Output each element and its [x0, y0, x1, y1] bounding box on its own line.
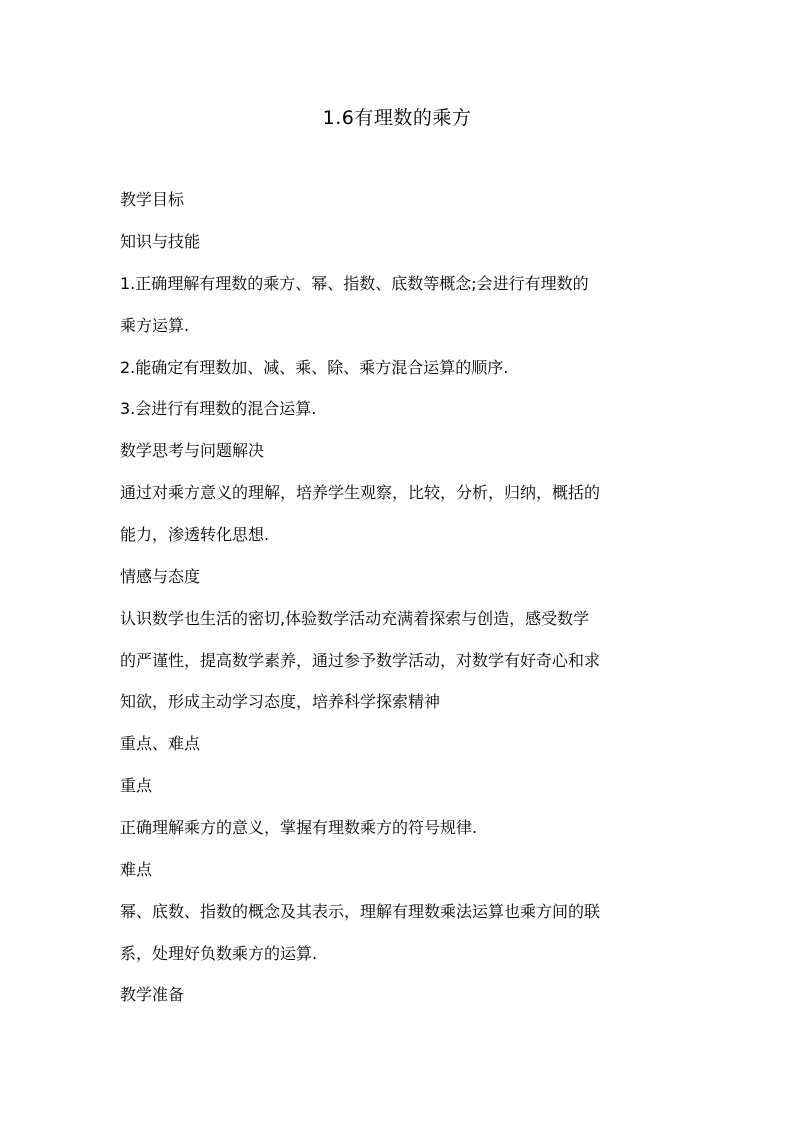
subheading-emotion-attitude: 情感与态度 [120, 567, 201, 586]
subheading-knowledge-skills: 知识与技能 [120, 232, 201, 251]
subheading-thinking-problem-solving: 数学思考与问题解决 [120, 441, 265, 460]
paragraph-line: 能力，渗透转化思想. [120, 525, 270, 544]
paragraph-line: 正确理解乘方的意义，掌握有理数乘方的符号规律. [120, 818, 478, 837]
paragraph-line: 通过对乘方意义的理解，培养学生观察，比较，分析，归纳，概括的 [120, 483, 601, 502]
paragraph-line: 认识数学也生活的密切,体验数学活动充满着探索与创造，感受数学 [120, 609, 590, 628]
heading-teaching-preparation: 教学准备 [120, 985, 185, 1004]
paragraph-line: 幂、底数、指数的概念及其表示，理解有理数乘法运算也乘方间的联 [120, 902, 601, 921]
paragraph-line: 1.正确理解有理数的乘方、幂、指数、底数等概念;会进行有理数的 [120, 274, 589, 293]
subheading-difficult-points: 难点 [120, 860, 153, 879]
document-title: 1.6有理数的乘方 [322, 107, 472, 129]
paragraph-line: 系，处理好负数乘方的运算. [120, 944, 318, 963]
paragraph-line: 知欲，形成主动学习态度，培养科学探索精神 [120, 692, 441, 711]
subheading-key-points: 重点 [120, 776, 153, 795]
heading-key-difficult-points: 重点、难点 [120, 734, 201, 753]
paragraph-line: 2.能确定有理数加、减、乘、除、乘方混合运算的顺序. [120, 358, 509, 377]
paragraph-line: 3.会进行有理数的混合运算. [120, 399, 317, 418]
paragraph-line: 的严谨性，提高数学素养，通过参予数学活动，对数学有好奇心和求 [120, 651, 601, 670]
heading-teaching-objectives: 教学目标 [120, 190, 185, 209]
paragraph-line: 乘方运算. [120, 316, 190, 335]
